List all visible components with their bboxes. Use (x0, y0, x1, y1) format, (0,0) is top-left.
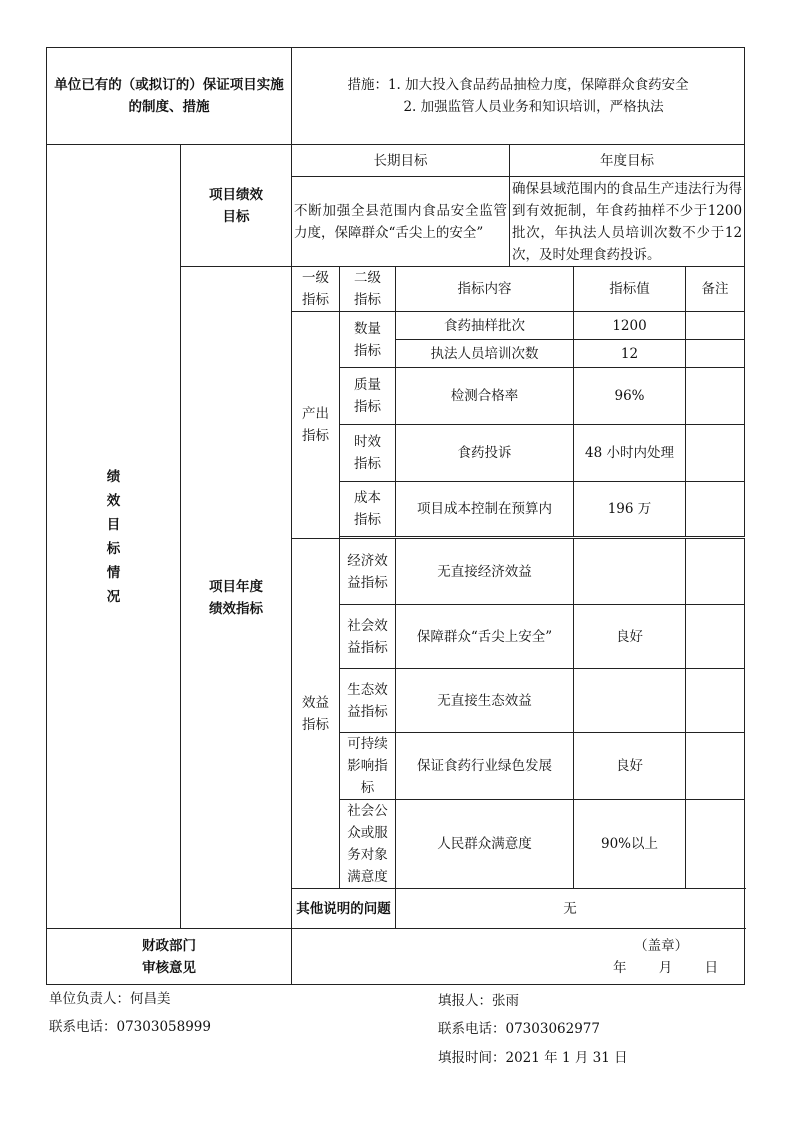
section-label: 绩效目标情况 (106, 468, 121, 605)
measures-row (47, 48, 745, 145)
row-0-value: 1200 (574, 312, 686, 340)
finance-label-line-2: 审核意见 (142, 959, 196, 976)
row-2-value: 96% (574, 368, 686, 425)
performance-table (46, 47, 745, 985)
row-3-value: 48 小时内处理 (574, 425, 686, 482)
row-9-remark (686, 800, 745, 889)
header-remark: 备注 (686, 267, 745, 312)
fill-date: 填报时间：2021 年 1 月 31 日 (438, 1050, 628, 1066)
indicators-label-cell (181, 267, 292, 929)
row-4-level2: 成本指标 (340, 482, 396, 537)
long-term-text: 不断加强全县范围内食品安全监管力度，保障群众“舌尖上的安全” (292, 177, 510, 267)
project-goal-label: 项目绩效目标 (209, 186, 263, 225)
unit-phone: 联系电话：07303058999 (49, 1019, 211, 1035)
section-label-cell (47, 145, 181, 929)
row-4-remark (686, 482, 745, 537)
row-7-level2: 生态效益指标 (340, 669, 396, 733)
indicators-label: 项目年度绩效指标 (209, 578, 263, 617)
annual-header: 年度目标 (510, 145, 745, 177)
year-label: 年 (612, 960, 627, 976)
row-5-remark (686, 539, 745, 605)
row-4-value: 196 万 (574, 482, 686, 537)
row-2-remark (686, 368, 745, 425)
project-goal-label-cell (181, 145, 292, 267)
row-4-content: 项目成本控制在预算内 (396, 482, 574, 537)
long-term-header: 长期目标 (292, 145, 510, 177)
header-value: 指标值 (574, 267, 686, 312)
row-5-level2: 经济效益指标 (340, 539, 396, 605)
row-6-remark (686, 605, 745, 669)
measure-line-2: 2. 加强监管人员业务和知识培训，严格执法 (403, 99, 664, 115)
filler-phone: 联系电话：07303062977 (438, 1021, 600, 1037)
row-0-remark (686, 312, 745, 340)
row-6-content: 保障群众“舌尖上安全” (396, 605, 574, 669)
benefit-group-label: 效益指标 (302, 694, 329, 733)
finance-label-line-1: 财政部门 (142, 937, 196, 954)
row-2-level2: 质量指标 (340, 368, 396, 425)
row-6-level2: 社会效益指标 (340, 605, 396, 669)
other-label: 其他说明的问题 (292, 889, 396, 929)
annual-text: 确保县域范围内的食品生产违法行为得到有效扼制，年食药抽样不少于1200批次，年执法人员培训次数不少于12次，及时处理食药投诉。 (510, 177, 745, 267)
date-fields (613, 957, 718, 979)
row-9-value: 90%以上 (574, 800, 686, 889)
goals-header-row (47, 145, 745, 177)
unit-head: 单位负责人：何昌美 (49, 991, 171, 1007)
measures-content (292, 48, 745, 145)
row-8-value: 良好 (574, 733, 686, 800)
row-3-level2: 时效指标 (340, 425, 396, 482)
row-7-value (574, 669, 686, 733)
row-9-content: 人民群众满意度 (396, 800, 574, 889)
finance-opinion-cell (292, 929, 745, 985)
day-label: 日 (704, 960, 719, 976)
row-0-content: 食药抽样批次 (396, 312, 574, 340)
row-3-remark (686, 425, 745, 482)
finance-label-cell (47, 929, 292, 985)
benefit-group-cell (292, 539, 340, 889)
header-content: 指标内容 (396, 267, 574, 312)
other-value: 无 (396, 889, 745, 929)
output-group-label: 产出指标 (302, 406, 329, 444)
row-8-level2: 可持续影响指标 (340, 733, 396, 800)
row-1-remark (686, 340, 745, 368)
row-8-remark (686, 733, 745, 800)
seal-label: （盖章） (634, 938, 689, 954)
row-0-level2: 数量指标 (340, 312, 396, 368)
measure-line-1: 措施：1. 加大投入食品药品抽检力度，保障群众食药安全 (347, 77, 689, 93)
row-8-content: 保证食药行业绿色发展 (396, 733, 574, 800)
row-9-level2: 社会公众或服务对象满意度 (340, 800, 396, 889)
filler: 填报人：张雨 (438, 993, 519, 1009)
row-7-remark (686, 669, 745, 733)
row-3-content: 食药投诉 (396, 425, 574, 482)
row-2-content: 检测合格率 (396, 368, 574, 425)
row-1-value: 12 (574, 340, 686, 368)
row-5-content: 无直接经济效益 (396, 539, 574, 605)
output-group-cell (292, 312, 340, 539)
row-6-value: 良好 (574, 605, 686, 669)
row-5-value (574, 539, 686, 605)
header-level1: 一级指标 (292, 267, 340, 312)
finance-row (47, 929, 745, 985)
measures-label: 单位已有的（或拟订的）保证项目实施的制度、措施 (47, 48, 292, 145)
row-1-content: 执法人员培训次数 (396, 340, 574, 368)
row-7-content: 无直接生态效益 (396, 669, 574, 733)
header-level2: 二级指标 (340, 267, 396, 312)
month-label: 月 (658, 960, 673, 976)
